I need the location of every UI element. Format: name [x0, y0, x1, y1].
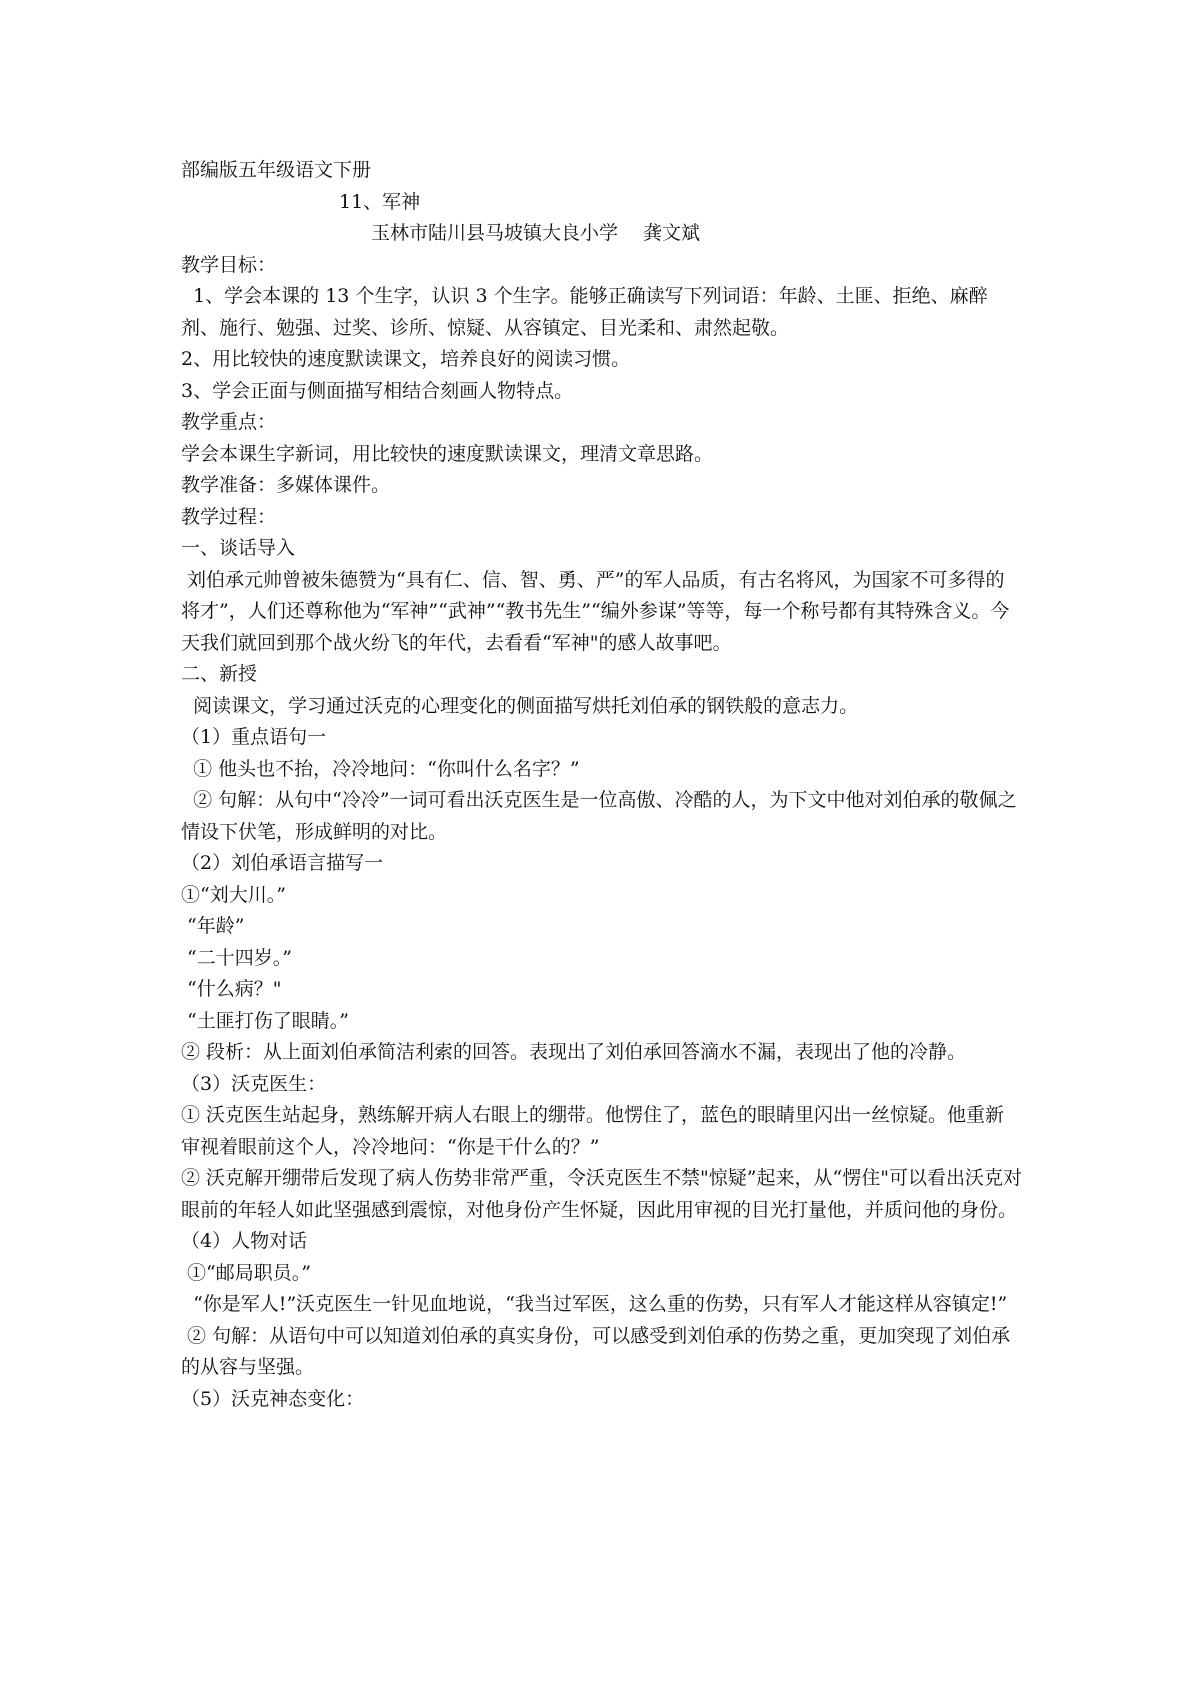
paragraph: 3、学会正面与侧面描写相结合刻画人物特点。	[181, 379, 574, 402]
paragraph: （2）刘伯承语言描写一	[181, 852, 384, 874]
paragraph: “年龄”	[181, 915, 245, 937]
paragraph: 教学过程：	[181, 505, 277, 528]
paragraph: ①“邮局职员。”	[181, 1261, 311, 1284]
paragraph: （4）人物对话	[181, 1230, 308, 1252]
paragraph: “什么病？"	[181, 978, 282, 1000]
document-header: 部编版五年级语文下册	[181, 159, 372, 181]
paragraph: 教学准备：多媒体课件。	[181, 474, 391, 496]
paragraph: 1、学会本课的 13 个生字，认识 3 个生字。能够正确读写下列词语：年龄、土匪、拒绝、麻醉剂、施行、勉强、过奖、诊所、惊疑、从容镇定、目光柔和、肃然起敬。	[181, 285, 988, 339]
document-body	[181, 155, 1023, 1415]
paragraph: 二、新授	[181, 663, 258, 685]
paragraph: ② 沃克解开绷带后发现了病人伤势非常严重，令沃克医生不禁"惊疑”起来，从“愣住"可以看出沃克对眼前的年轻人如此坚强感到震惊，对他身份产生怀疑，因此用审视的目光打量他，并质问他的身份。	[181, 1167, 1022, 1221]
paragraph: ② 段析：从上面刘伯承简洁利索的回答。表现出了刘伯承回答滴水不漏，表现出了他的冷静。	[181, 1041, 967, 1063]
paragraph: （5）沃克神态变化：	[181, 1387, 365, 1410]
paragraph: 教学重点：	[181, 411, 277, 433]
paragraph: “你是军人!”沃克医生一针见血地说，“我当过军医，这么重的伤势，只有军人才能这样从容镇定!”	[181, 1293, 1008, 1315]
paragraph: 2、用比较快的速度默读课文，培养良好的阅读习惯。	[181, 348, 631, 370]
paragraph: ② 句解：从语句中可以知道刘伯承的真实身份，可以感受到刘伯承的伤势之重，更加突现了刘伯承的从容与坚强。	[181, 1324, 1011, 1378]
author-line: 玉林市陆川县马坡镇大良小学 龚文斌	[371, 222, 701, 244]
paragraph: ①“刘大川。”	[181, 883, 286, 906]
paragraph: 一、谈话导入	[181, 537, 296, 559]
paragraph: 学会本课生字新词，用比较快的速度默读课文，理清文章思路。	[181, 442, 714, 465]
paragraph: 刘伯承元帅曾被朱德赞为“具有仁、信、智、勇、严”的军人品质，有古名将风，为国家不可多得的将才”，人们还尊称他为“军神”“武神”“教书先生”“编外参谋”等等，每一个称号都有其特殊含义。今天我们就回到那个战火纷飞的年代，去看看“军神"的感人故事吧。	[181, 568, 1010, 654]
paragraph: ① 他头也不抬，冷冷地问：“你叫什么名字？”	[181, 757, 580, 780]
paragraph: 教学目标：	[181, 253, 277, 276]
paragraph: “二十四岁。”	[181, 946, 292, 969]
paragraph: “土匪打伤了眼睛。”	[181, 1009, 349, 1032]
lesson-title: 11、军神	[339, 190, 421, 213]
paragraph: （3）沃克医生：	[181, 1072, 327, 1095]
paragraph: ② 句解：从句中“冷冷”一词可看出沃克医生是一位高傲、冷酷的人，为下文中他对刘伯承的敬佩之情设下伏笔，形成鲜明的对比。	[181, 789, 1017, 843]
paragraph: （1）重点语句一	[181, 726, 327, 748]
paragraph: ① 沃克医生站起身，熟练解开病人右眼上的绷带。他愣住了，蓝色的眼睛里闪出一丝惊疑。他重新审视着眼前这个人，冷冷地问：“你是干什么的？”	[181, 1104, 1005, 1158]
paragraph: 阅读课文，学习通过沃克的心理变化的侧面描写烘托刘伯承的钢铁般的意志力。	[181, 694, 859, 717]
